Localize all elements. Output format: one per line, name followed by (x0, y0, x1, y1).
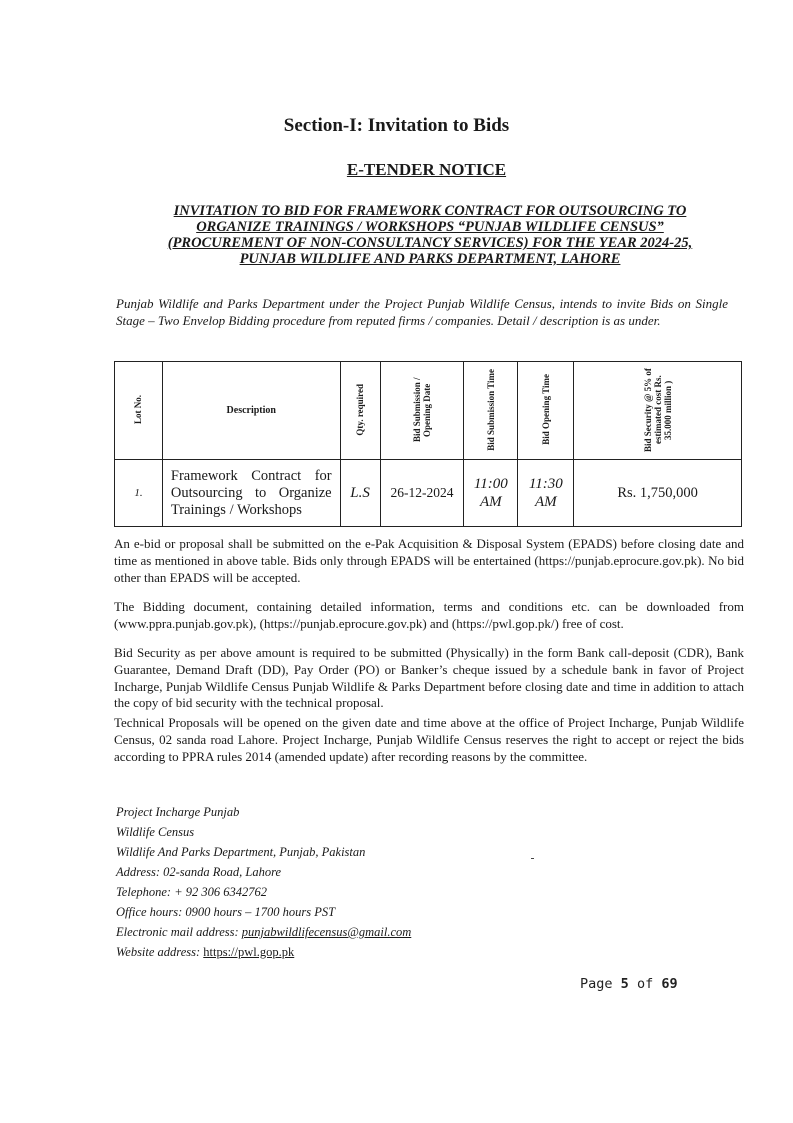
heading-line-3: (PROCUREMENT OF NON-CONSULTANCY SERVICES) FOR THE YEAR 2024-25, (167, 235, 693, 251)
email-label: Electronic mail address: (116, 925, 242, 939)
page-word: Page (580, 976, 613, 992)
page-number: 5 (620, 976, 629, 992)
of-word: of (636, 976, 654, 992)
heading-line-2: ORGANIZE TRAININGS / WORKSHOPS “PUNJAB WILDLIFE CENSUS” (196, 219, 664, 235)
header-lot: Lot No. (115, 362, 163, 460)
page-footer (580, 976, 678, 992)
contact-title: Project Incharge Punjab (116, 805, 240, 819)
heading-line-1: INVITATION TO BID FOR FRAMEWORK CONTRACT FOR OUTSOURCING TO (173, 203, 687, 219)
bid-table (114, 361, 742, 527)
cell-opening-time: 11:30 AM (518, 460, 574, 527)
contact-website-line (116, 942, 576, 962)
cell-description: Framework Contract for Outsourcing to Organize Trainings / Workshops (162, 460, 340, 527)
heading-line-4: PUNJAB WILDLIFE AND PARKS DEPARTMENT, LAHORE (239, 251, 621, 267)
header-bid-security: Bid Security @ 5% of estimated cost Rs. 35.000 million ) (574, 362, 742, 460)
paragraph-bidding-document: The Bidding document, containing detailed information, terms and conditions etc. can be downloaded from (www.ppra.punjab.gov.pk), (https://punjab.eprocure.gov.pk) and (https://pwl.gop.pk/) free of cost. (114, 599, 744, 631)
paragraph-technical-proposals: Technical Proposals will be opened on the given date and time above at the office of Project Incharge, Punjab Wildlife Census, 02 sanda road Lahore. Project Incharge, Punjab Wildlife Census reserves the right to accept or reject the bids according to PPRA rules 2014 (amended update) after recording reasons by the committee. (114, 715, 744, 764)
website-label: Website address: (116, 945, 204, 959)
contact-project: Wildlife Census (116, 825, 195, 839)
table-header-row (115, 362, 742, 460)
contact-hours: Office hours: 0900 hours – 1700 hours PST (116, 905, 336, 919)
scan-mark (531, 858, 534, 859)
paragraph-epads: An e-bid or proposal shall be submitted on the e-Pak Acquisition & Disposal System (EPADS) before closing date and time as mentioned in above table. Bids only through EPADS will be entertained (https://punjab.eprocure.gov.pk). No bid other than EPADS will be accepted. (114, 536, 744, 585)
page-total: 69 (661, 976, 678, 992)
contact-telephone: Telephone: + 92 306 6342762 (116, 885, 268, 899)
cell-qty: L.S (340, 460, 380, 527)
cell-submission-date: 26-12-2024 (380, 460, 464, 527)
contact-address: Address: 02-sanda Road, Lahore (116, 865, 282, 879)
intro-paragraph: Punjab Wildlife and Parks Department under the Project Punjab Wildlife Census, intends to invite Bids on Single Stage – Two Envelop Bidding procedure from reputed firms / companies. Detail / description is as under. (116, 296, 728, 328)
contact-block (116, 802, 576, 962)
header-submission-time: Bid Submission Time (464, 362, 518, 460)
notice-title: E-TENDER NOTICE (346, 160, 507, 179)
contact-email-line (116, 922, 576, 942)
website-link[interactable]: https://pwl.gop.pk (203, 945, 295, 959)
header-submission-date: Bid Submission / Opening Date (380, 362, 464, 460)
cell-submission-time: 11:00 AM (464, 460, 518, 527)
header-qty: Qty. required (340, 362, 380, 460)
contact-department: Wildlife And Parks Department, Punjab, Pakistan (116, 845, 366, 859)
paragraph-bid-security: Bid Security as per above amount is required to be submitted (Physically) in the form Bank call-deposit (CDR), Bank Guarantee, Demand Draft (DD), Pay Order (PO) or Banker’s cheque issued by a schedule bank in favor of Project Incharge, Punjab Wildlife Census Punjab Wildlife & Parks Department before closing date and time in addition to attach the copy of bid security with the technical proposal. (114, 645, 744, 711)
section-title: Section-I: Invitation to Bids (283, 115, 510, 136)
cell-bid-security: Rs. 1,750,000 (574, 460, 742, 527)
table-row (115, 460, 742, 527)
header-opening-time: Bid Opening Time (518, 362, 574, 460)
header-description: Description (162, 362, 340, 460)
invitation-heading (100, 203, 760, 267)
email-link[interactable]: punjabwildlifecensus@gmail.com (241, 925, 412, 939)
cell-lot: 1. (115, 460, 163, 527)
